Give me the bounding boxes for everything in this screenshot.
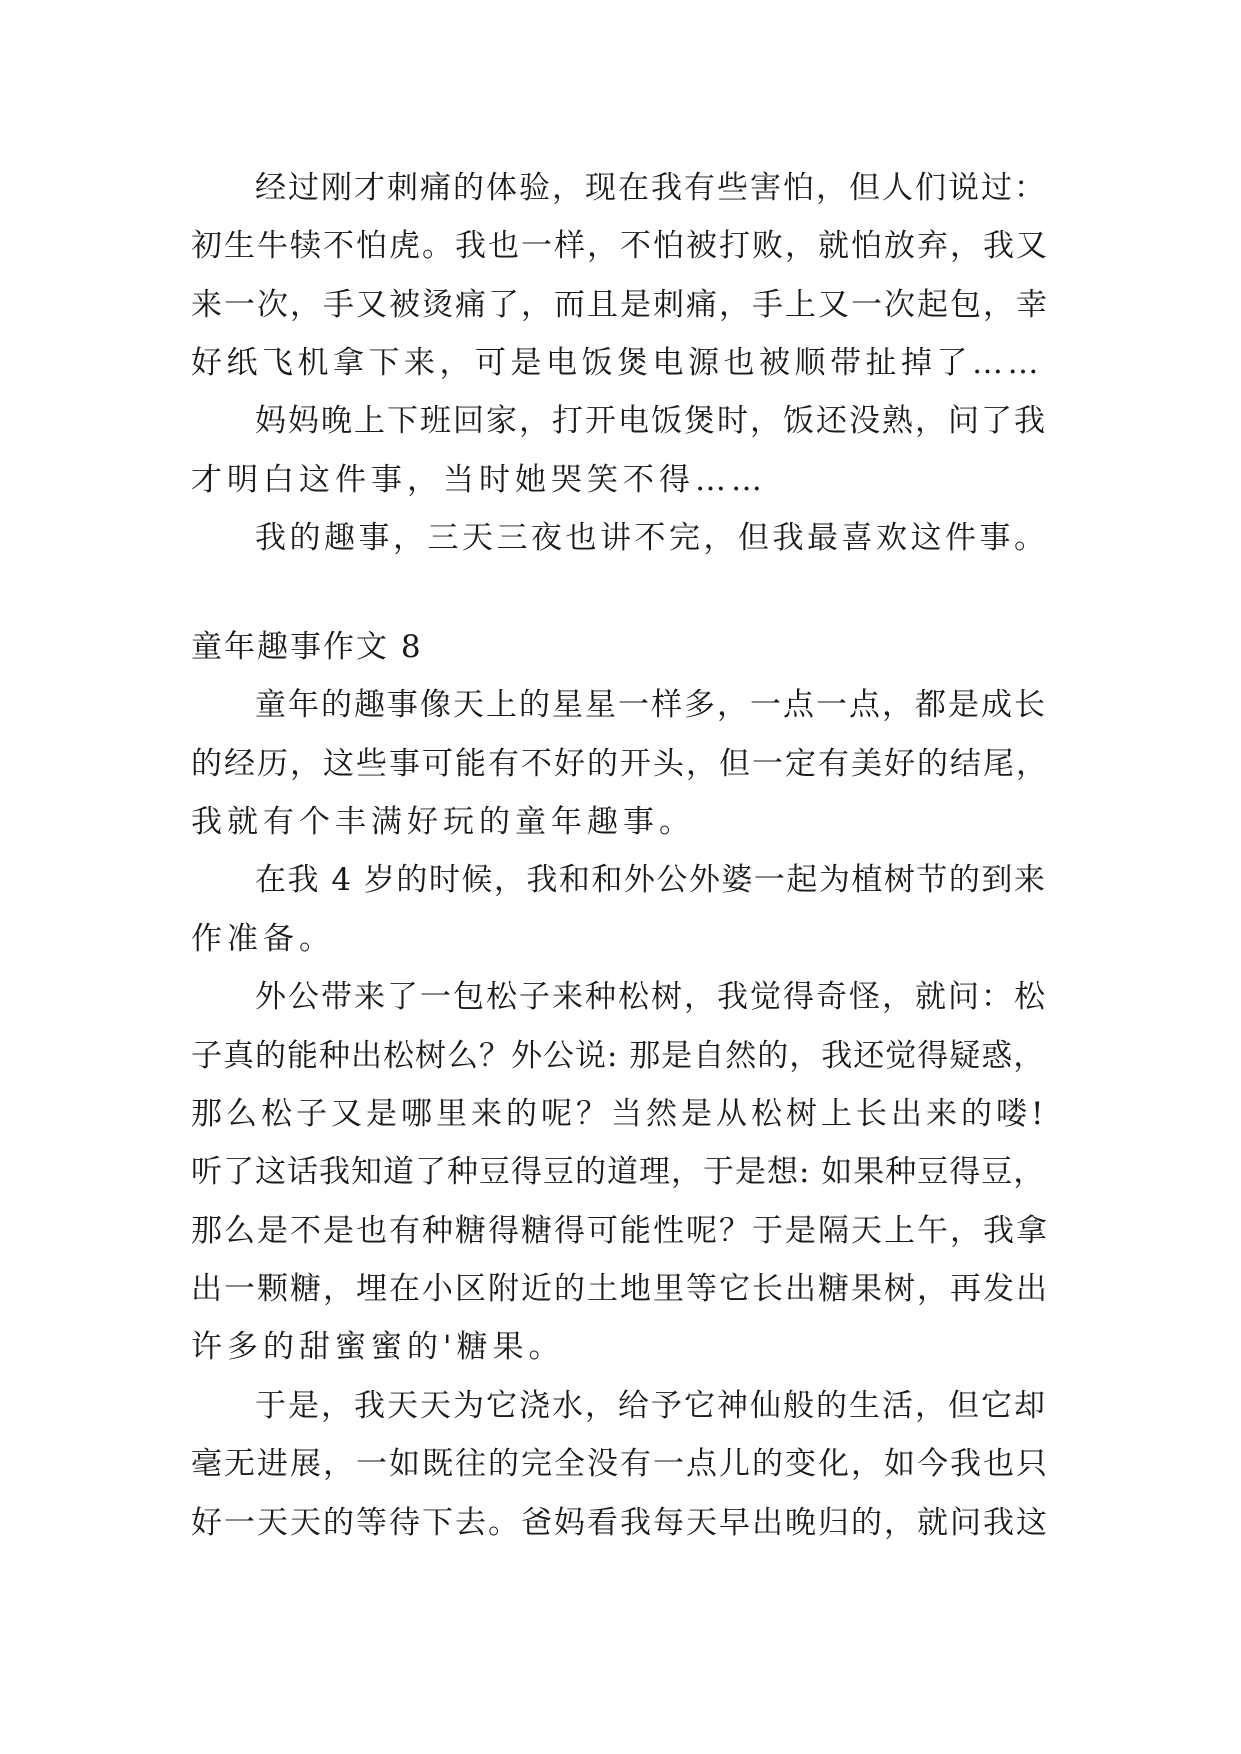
paragraph-line: 初生牛犊不怕虎。我也一样，不怕被打败，就怕放弃，我又 — [191, 228, 1049, 264]
paragraph-line: 好一天天的等待下去。爸妈看我每天早出晚归的，就问我这 — [191, 1505, 1049, 1541]
paragraph-line: 童年的趣事像天上的星星一样多，一点一点，都是成长 — [255, 687, 1047, 723]
paragraph-line: 出一颗糖，埋在小区附近的土地里等它长出糖果树，再发出 — [191, 1271, 1049, 1307]
paragraph-line: 那么是不是也有种糖得糖得可能性呢？于是隔天上午，我拿 — [191, 1213, 1049, 1249]
paragraph-line: 好纸飞机拿下来，可是电饭煲电源也被顺带扯掉了…… — [191, 345, 1043, 381]
paragraph-line: 毫无进展，一如既往的完全没有一点儿的变化，如今我也只 — [191, 1446, 1049, 1482]
paragraph-line: 的经历，这些事可能有不好的开头，但一定有美好的结尾， — [191, 746, 1049, 782]
paragraph-line: 许多的甜蜜蜜的'糖果。 — [191, 1329, 565, 1365]
paragraph-line: 子真的能种出松树么？外公说: 那是自然的，我还觉得疑惑， — [191, 1038, 1046, 1074]
paragraph-line: 来一次，手又被烫痛了，而且是刺痛，手上又一次起包，幸 — [191, 287, 1049, 323]
paragraph-line: 妈妈晚上下班回家，打开电饭煲时，饭还没熟，问了我 — [255, 403, 1047, 439]
paragraph-line: 才明白这件事，当时她哭笑不得…… — [191, 462, 767, 498]
paragraph-line: 我的趣事，三天三夜也讲不完，但我最喜欢这件事。 — [255, 520, 1049, 556]
paragraph-line: 经过刚才刺痛的体验，现在我有些害怕，但人们说过： — [255, 170, 1047, 206]
section-heading: 童年趣事作文 8 — [191, 629, 423, 665]
paragraph-line: 我就有个丰满好玩的童年趣事。 — [191, 804, 695, 840]
paragraph-line: 外公带来了一包松子来种松树，我觉得奇怪，就问：松 — [255, 979, 1047, 1015]
paragraph-line: 听了这话我知道了种豆得豆的道理，于是想: 如果种豆得豆， — [191, 1154, 1046, 1190]
paragraph-line: 在我 4 岁的时候，我和和外公外婆一起为植树节的到来 — [255, 862, 1047, 898]
paragraph-line: 作准备。 — [191, 921, 335, 957]
paragraph-line: 于是，我天天为它浇水，给予它神仙般的生活，但它却 — [255, 1388, 1047, 1424]
paragraph-line: 那么松子又是哪里来的呢？当然是从松树上长出来的喽! — [191, 1096, 1048, 1132]
